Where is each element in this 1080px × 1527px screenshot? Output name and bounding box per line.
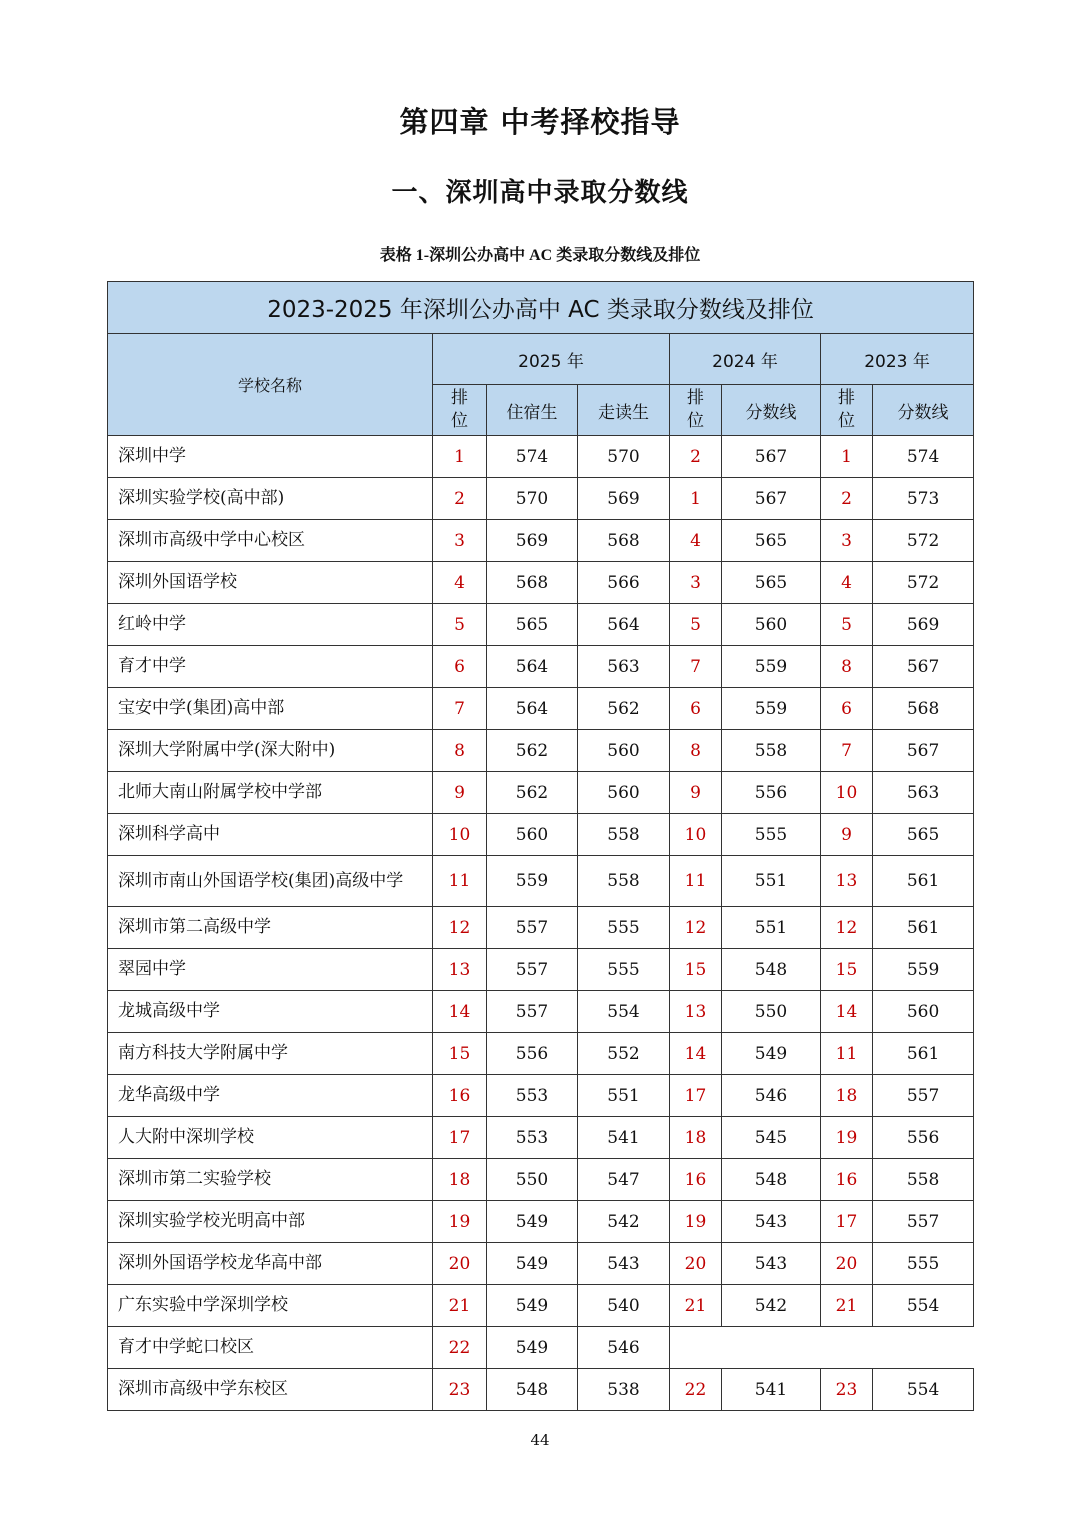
table-row: [108, 949, 974, 991]
year-2025-header: 2025 年: [433, 334, 670, 385]
score-2023-cell: 573: [873, 478, 974, 520]
score-2023-cell: 557: [873, 1201, 974, 1243]
score-2024-cell: 565: [722, 520, 821, 562]
rank-2025-cell: 4: [433, 562, 487, 604]
table-title: 2023-2025 年深圳公办高中 AC 类录取分数线及排位: [108, 282, 974, 334]
rank-2024-cell: 19: [670, 1201, 722, 1243]
score-2024-cell: 559: [722, 688, 821, 730]
score-2024-cell: 545: [722, 1117, 821, 1159]
table-row: [108, 1369, 974, 1411]
score-2023-cell: 574: [873, 436, 974, 478]
rank-2024-cell: 5: [670, 604, 722, 646]
rank-2023-cell: 10: [821, 772, 873, 814]
score-2024-cell: 543: [722, 1243, 821, 1285]
rank-2024-cell: 16: [670, 1159, 722, 1201]
rank-2023-cell: 20: [821, 1243, 873, 1285]
rank-header-2025: [433, 385, 487, 436]
score-2023-cell: 572: [873, 520, 974, 562]
score-2023-cell: 554: [873, 1285, 974, 1327]
admission-score-table: [107, 281, 974, 1411]
rank-2025-cell: 12: [433, 907, 487, 949]
score-header-2023: 分数线: [873, 385, 974, 436]
day-score-2025-cell: 538: [578, 1369, 670, 1411]
school-name-cell: 深圳中学: [108, 436, 433, 478]
year-2023-header: 2023 年: [821, 334, 974, 385]
table-row: [108, 730, 974, 772]
school-name-cell: 深圳市南山外国语学校(集团)高级中学: [108, 856, 433, 907]
rank-2024-cell: 9: [670, 772, 722, 814]
rank-2025-cell: 10: [433, 814, 487, 856]
rank-2025-cell: 16: [433, 1075, 487, 1117]
boarding-score-2025-cell: 562: [487, 772, 578, 814]
rank-2023-cell: 7: [821, 730, 873, 772]
score-2024-cell: 543: [722, 1201, 821, 1243]
school-name-cell: 深圳实验学校光明高中部: [108, 1201, 433, 1243]
score-2023-cell: 569: [873, 604, 974, 646]
rank-2024-cell: 14: [670, 1033, 722, 1075]
table-row: [108, 604, 974, 646]
boarding-score-2025-cell: 564: [487, 688, 578, 730]
day-score-2025-cell: 566: [578, 562, 670, 604]
table-row: [108, 772, 974, 814]
boarding-score-2025-cell: 548: [487, 1369, 578, 1411]
score-2024-cell: 560: [722, 604, 821, 646]
day-score-2025-cell: 552: [578, 1033, 670, 1075]
table-caption: 表格 1-深圳公办高中 AC 类录取分数线及排位: [379, 247, 701, 264]
rank-2024-cell: 13: [670, 991, 722, 1033]
school-name-header: 学校名称: [108, 334, 433, 436]
empty-cell: [670, 1327, 974, 1369]
rank-2024-cell: 17: [670, 1075, 722, 1117]
rank-header-2023: [821, 385, 873, 436]
school-name-cell: 育才中学蛇口校区: [108, 1327, 433, 1369]
day-score-2025-cell: 562: [578, 688, 670, 730]
school-name-cell: 广东实验中学深圳学校: [108, 1285, 433, 1327]
rank-2023-cell: 16: [821, 1159, 873, 1201]
table-row: [108, 478, 974, 520]
rank-2023-cell: 17: [821, 1201, 873, 1243]
day-score-2025-cell: 541: [578, 1117, 670, 1159]
day-score-2025-cell: 540: [578, 1285, 670, 1327]
rank-2025-cell: 7: [433, 688, 487, 730]
rank-2023-cell: 3: [821, 520, 873, 562]
chapter-title: 第四章 中考择校指导: [399, 105, 681, 139]
rank-2023-cell: 9: [821, 814, 873, 856]
rank-2024-cell: 7: [670, 646, 722, 688]
school-name-cell: 南方科技大学附属中学: [108, 1033, 433, 1075]
table-row: [108, 520, 974, 562]
boarding-score-2025-cell: 570: [487, 478, 578, 520]
score-2023-cell: 561: [873, 856, 974, 907]
rank-2023-cell: 13: [821, 856, 873, 907]
rank-2025-cell: 21: [433, 1285, 487, 1327]
school-name-cell: 深圳市高级中学中心校区: [108, 520, 433, 562]
rank-2023-cell: 6: [821, 688, 873, 730]
rank-header-2024: [670, 385, 722, 436]
rank-2023-cell: 5: [821, 604, 873, 646]
school-name-cell: 龙华高级中学: [108, 1075, 433, 1117]
day-score-2025-cell: 558: [578, 814, 670, 856]
boarding-score-2025-cell: 550: [487, 1159, 578, 1201]
score-2023-cell: 554: [873, 1369, 974, 1411]
boarding-score-2025-cell: 556: [487, 1033, 578, 1075]
score-2024-cell: 558: [722, 730, 821, 772]
boarding-score-2025-cell: 557: [487, 949, 578, 991]
boarding-score-2025-cell: 569: [487, 520, 578, 562]
score-2024-cell: 542: [722, 1285, 821, 1327]
score-2024-cell: 550: [722, 991, 821, 1033]
school-name-cell: 深圳市第二高级中学: [108, 907, 433, 949]
day-score-2025-cell: 543: [578, 1243, 670, 1285]
rank-2025-cell: 18: [433, 1159, 487, 1201]
rank-2024-cell: 18: [670, 1117, 722, 1159]
score-2024-cell: 549: [722, 1033, 821, 1075]
day-score-2025-cell: 563: [578, 646, 670, 688]
day-score-2025-cell: 547: [578, 1159, 670, 1201]
boarding-score-2025-cell: 557: [487, 907, 578, 949]
table-row: [108, 562, 974, 604]
rank-2025-cell: 9: [433, 772, 487, 814]
score-2024-cell: 565: [722, 562, 821, 604]
score-2024-cell: 555: [722, 814, 821, 856]
score-2023-cell: 558: [873, 1159, 974, 1201]
day-score-2025-cell: 564: [578, 604, 670, 646]
score-2023-cell: 561: [873, 907, 974, 949]
table-row: [108, 1285, 974, 1327]
day-score-2025-cell: 558: [578, 856, 670, 907]
score-header-2024: 分数线: [722, 385, 821, 436]
rank-2024-cell: 11: [670, 856, 722, 907]
boarding-score-2025-cell: 562: [487, 730, 578, 772]
day-score-2025-cell: 555: [578, 949, 670, 991]
rank-2023-cell: 18: [821, 1075, 873, 1117]
score-2023-cell: 557: [873, 1075, 974, 1117]
rank-2024-cell: 6: [670, 688, 722, 730]
rank-2023-cell: 23: [821, 1369, 873, 1411]
rank-2023-cell: 15: [821, 949, 873, 991]
school-name-cell: 深圳外国语学校: [108, 562, 433, 604]
rank-2024-cell: 20: [670, 1243, 722, 1285]
score-2023-cell: 568: [873, 688, 974, 730]
table-row: [108, 1075, 974, 1117]
school-name-cell: 宝安中学(集团)高中部: [108, 688, 433, 730]
score-2023-cell: 563: [873, 772, 974, 814]
table-row: [108, 1033, 974, 1075]
rank-2024-cell: 10: [670, 814, 722, 856]
table-row: [108, 814, 974, 856]
rank-2024-cell: 15: [670, 949, 722, 991]
boarding-score-2025-cell: 559: [487, 856, 578, 907]
score-2024-cell: 567: [722, 436, 821, 478]
rank-2025-cell: 15: [433, 1033, 487, 1075]
rank-2023-cell: 12: [821, 907, 873, 949]
score-2024-cell: 559: [722, 646, 821, 688]
rank-2025-cell: 17: [433, 1117, 487, 1159]
page-number: 44: [530, 1431, 550, 1449]
rank-2023-cell: 11: [821, 1033, 873, 1075]
boarding-score-2025-cell: 565: [487, 604, 578, 646]
day-score-2025-cell: 554: [578, 991, 670, 1033]
score-2023-cell: 572: [873, 562, 974, 604]
section-title: 一、深圳高中录取分数线: [391, 178, 689, 208]
table-row: [108, 436, 974, 478]
boarding-score-2025-cell: 557: [487, 991, 578, 1033]
table-row: [108, 1243, 974, 1285]
table-row: [108, 856, 974, 907]
table-row: [108, 907, 974, 949]
table-row: [108, 1117, 974, 1159]
table-row: [108, 646, 974, 688]
rank-2025-cell: 23: [433, 1369, 487, 1411]
day-score-2025-cell: 560: [578, 772, 670, 814]
rank-2025-cell: 2: [433, 478, 487, 520]
rank-2024-cell: 8: [670, 730, 722, 772]
rank-2023-cell: 19: [821, 1117, 873, 1159]
school-name-cell: 深圳大学附属中学(深大附中): [108, 730, 433, 772]
rank-2024-cell: 12: [670, 907, 722, 949]
boarding-score-2025-cell: 549: [487, 1201, 578, 1243]
rank-2025-cell: 8: [433, 730, 487, 772]
school-name-cell: 深圳外国语学校龙华高中部: [108, 1243, 433, 1285]
day-score-2025-cell: 560: [578, 730, 670, 772]
boarding-score-2025-cell: 549: [487, 1327, 578, 1369]
score-2023-cell: 565: [873, 814, 974, 856]
boarding-score-2025-cell: 574: [487, 436, 578, 478]
rank-2023-cell: 2: [821, 478, 873, 520]
day-score-2025-cell: 568: [578, 520, 670, 562]
school-name-cell: 深圳市第二实验学校: [108, 1159, 433, 1201]
boarding-score-2025-cell: 564: [487, 646, 578, 688]
rank-2023-cell: 21: [821, 1285, 873, 1327]
rank-2025-cell: 6: [433, 646, 487, 688]
day-score-2025-cell: 542: [578, 1201, 670, 1243]
score-2024-cell: 556: [722, 772, 821, 814]
rank-2023-cell: 4: [821, 562, 873, 604]
day-student-header: 走读生: [578, 385, 670, 436]
rank-2024-cell: 21: [670, 1285, 722, 1327]
rank-2024-cell: 4: [670, 520, 722, 562]
score-2024-cell: 548: [722, 949, 821, 991]
day-score-2025-cell: 569: [578, 478, 670, 520]
boarding-score-2025-cell: 568: [487, 562, 578, 604]
rank-2025-cell: 1: [433, 436, 487, 478]
rank-2024-cell: 1: [670, 478, 722, 520]
rank-2023-cell: 14: [821, 991, 873, 1033]
boarding-header: 住宿生: [487, 385, 578, 436]
score-2023-cell: 555: [873, 1243, 974, 1285]
table-row: [108, 991, 974, 1033]
rank-2025-cell: 22: [433, 1327, 487, 1369]
boarding-score-2025-cell: 549: [487, 1285, 578, 1327]
rank-2025-cell: 19: [433, 1201, 487, 1243]
rank-header-text: 排 位: [451, 388, 468, 431]
rank-2025-cell: 14: [433, 991, 487, 1033]
school-name-cell: 北师大南山附属学校中学部: [108, 772, 433, 814]
score-2024-cell: 551: [722, 856, 821, 907]
score-2023-cell: 561: [873, 1033, 974, 1075]
day-score-2025-cell: 555: [578, 907, 670, 949]
table-row: [108, 1159, 974, 1201]
school-name-cell: 龙城高级中学: [108, 991, 433, 1033]
rank-2024-cell: 22: [670, 1369, 722, 1411]
boarding-score-2025-cell: 553: [487, 1117, 578, 1159]
score-2024-cell: 546: [722, 1075, 821, 1117]
rank-2025-cell: 5: [433, 604, 487, 646]
table-row: [108, 1201, 974, 1243]
day-score-2025-cell: 546: [578, 1327, 670, 1369]
score-2023-cell: 567: [873, 730, 974, 772]
score-2024-cell: 551: [722, 907, 821, 949]
rank-2024-cell: 2: [670, 436, 722, 478]
score-2024-cell: 548: [722, 1159, 821, 1201]
score-2023-cell: 567: [873, 646, 974, 688]
score-2023-cell: 556: [873, 1117, 974, 1159]
day-score-2025-cell: 551: [578, 1075, 670, 1117]
rank-2023-cell: 1: [821, 436, 873, 478]
rank-2025-cell: 3: [433, 520, 487, 562]
school-name-cell: 深圳实验学校(高中部): [108, 478, 433, 520]
year-2024-header: 2024 年: [670, 334, 821, 385]
boarding-score-2025-cell: 553: [487, 1075, 578, 1117]
rank-2023-cell: 8: [821, 646, 873, 688]
rank-header-text: 排 位: [838, 388, 855, 431]
boarding-score-2025-cell: 560: [487, 814, 578, 856]
day-score-2025-cell: 570: [578, 436, 670, 478]
rank-2025-cell: 20: [433, 1243, 487, 1285]
rank-2024-cell: 3: [670, 562, 722, 604]
rank-2025-cell: 11: [433, 856, 487, 907]
rank-2025-cell: 13: [433, 949, 487, 991]
school-name-cell: 红岭中学: [108, 604, 433, 646]
rank-header-text: 排 位: [687, 388, 704, 431]
school-name-cell: 翠园中学: [108, 949, 433, 991]
score-2023-cell: 559: [873, 949, 974, 991]
table-row: [108, 1327, 974, 1369]
school-name-cell: 育才中学: [108, 646, 433, 688]
table-row: [108, 688, 974, 730]
score-2024-cell: 541: [722, 1369, 821, 1411]
school-name-cell: 深圳科学高中: [108, 814, 433, 856]
boarding-score-2025-cell: 549: [487, 1243, 578, 1285]
school-name-cell: 人大附中深圳学校: [108, 1117, 433, 1159]
school-name-cell: 深圳市高级中学东校区: [108, 1369, 433, 1411]
score-2024-cell: 567: [722, 478, 821, 520]
score-2023-cell: 560: [873, 991, 974, 1033]
